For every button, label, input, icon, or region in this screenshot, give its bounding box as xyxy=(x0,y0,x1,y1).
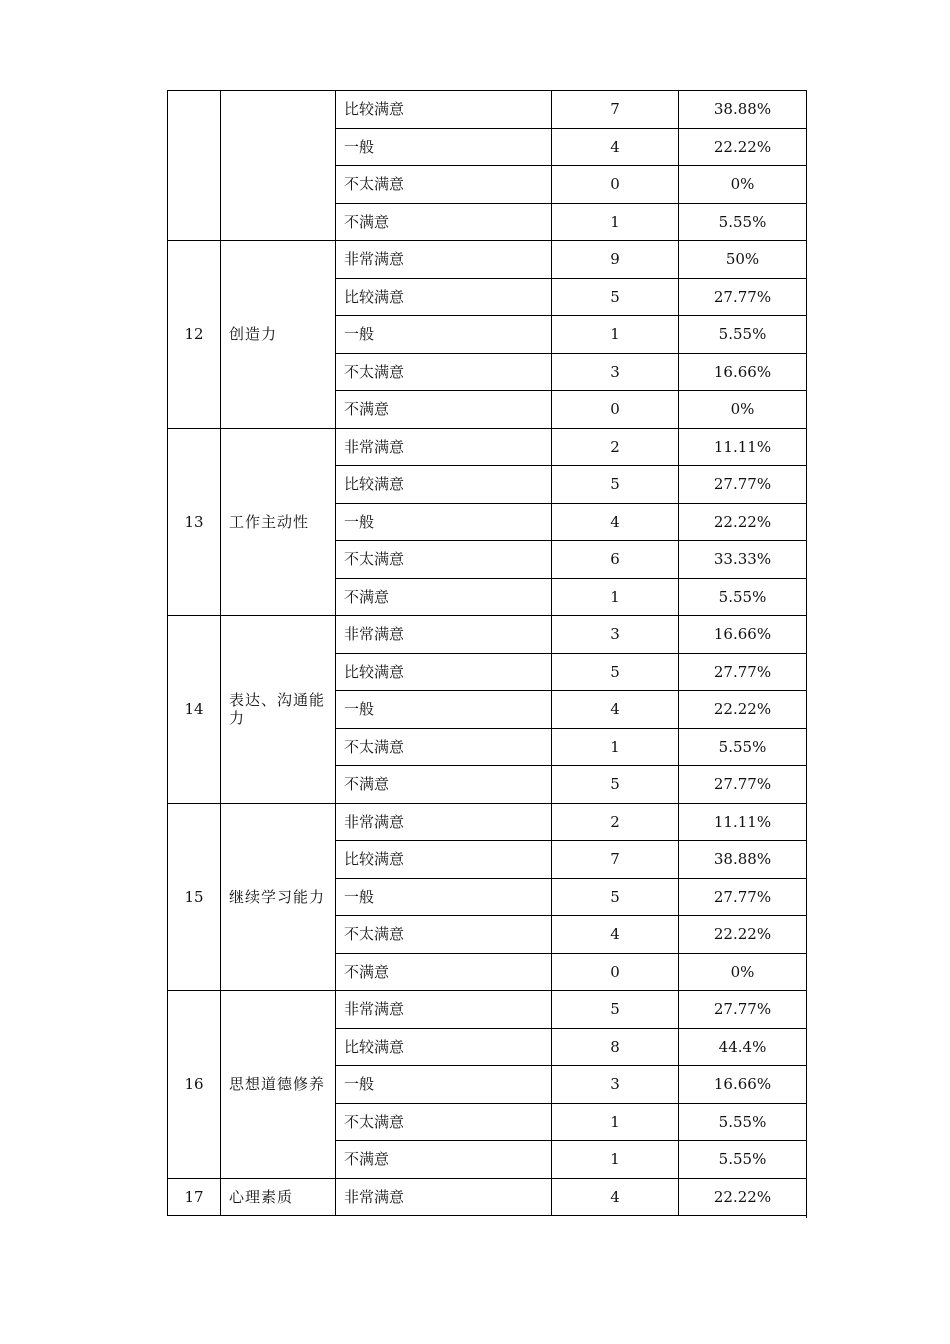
satisfaction-level: 不满意 xyxy=(336,953,552,991)
satisfaction-level: 不满意 xyxy=(336,1141,552,1179)
item-category: 表达、沟通能力 xyxy=(221,616,336,804)
response-count: 4 xyxy=(552,128,679,166)
response-percentage: 27.77% xyxy=(679,991,807,1029)
satisfaction-level: 不满意 xyxy=(336,203,552,241)
response-count: 1 xyxy=(552,203,679,241)
response-percentage: 27.77% xyxy=(679,653,807,691)
satisfaction-level: 一般 xyxy=(336,878,552,916)
satisfaction-table xyxy=(167,90,807,1216)
response-percentage: 16.66% xyxy=(679,353,807,391)
table-row xyxy=(168,91,807,129)
response-percentage: 33.33% xyxy=(679,541,807,579)
satisfaction-level: 一般 xyxy=(336,1066,552,1104)
response-percentage: 22.22% xyxy=(679,691,807,729)
response-count: 8 xyxy=(552,1028,679,1066)
response-count: 9 xyxy=(552,241,679,279)
table-row xyxy=(168,803,807,841)
response-percentage: 27.77% xyxy=(679,466,807,504)
response-count: 1 xyxy=(552,728,679,766)
satisfaction-level: 不太满意 xyxy=(336,353,552,391)
satisfaction-level: 比较满意 xyxy=(336,278,552,316)
response-count: 1 xyxy=(552,316,679,354)
response-count: 1 xyxy=(552,578,679,616)
response-percentage: 5.55% xyxy=(679,578,807,616)
satisfaction-level: 非常满意 xyxy=(336,616,552,654)
satisfaction-level: 不太满意 xyxy=(336,541,552,579)
item-category: 创造力 xyxy=(221,241,336,429)
response-count: 3 xyxy=(552,616,679,654)
response-percentage: 27.77% xyxy=(679,766,807,804)
response-percentage: 22.22% xyxy=(679,916,807,954)
response-count: 2 xyxy=(552,428,679,466)
satisfaction-level: 非常满意 xyxy=(336,428,552,466)
response-percentage: 5.55% xyxy=(679,1103,807,1141)
satisfaction-level: 不满意 xyxy=(336,391,552,429)
item-category xyxy=(221,91,336,241)
table-row xyxy=(168,991,807,1029)
response-count: 1 xyxy=(552,1103,679,1141)
response-count: 5 xyxy=(552,878,679,916)
response-count: 6 xyxy=(552,541,679,579)
response-count: 7 xyxy=(552,841,679,879)
satisfaction-level: 不太满意 xyxy=(336,728,552,766)
response-percentage: 27.77% xyxy=(679,278,807,316)
response-percentage: 22.22% xyxy=(679,1178,807,1216)
item-number: 15 xyxy=(168,803,221,991)
response-percentage: 16.66% xyxy=(679,616,807,654)
satisfaction-level: 不满意 xyxy=(336,578,552,616)
response-count: 3 xyxy=(552,353,679,391)
response-count: 0 xyxy=(552,166,679,204)
response-percentage: 27.77% xyxy=(679,878,807,916)
satisfaction-level: 一般 xyxy=(336,316,552,354)
response-count: 4 xyxy=(552,916,679,954)
item-number: 13 xyxy=(168,428,221,616)
response-count: 4 xyxy=(552,503,679,541)
item-category: 工作主动性 xyxy=(221,428,336,616)
satisfaction-level: 比较满意 xyxy=(336,653,552,691)
satisfaction-level: 不太满意 xyxy=(336,916,552,954)
response-percentage: 22.22% xyxy=(679,503,807,541)
satisfaction-level: 不太满意 xyxy=(336,166,552,204)
response-percentage: 5.55% xyxy=(679,728,807,766)
satisfaction-level: 一般 xyxy=(336,503,552,541)
satisfaction-level: 比较满意 xyxy=(336,841,552,879)
satisfaction-level: 非常满意 xyxy=(336,803,552,841)
response-percentage: 38.88% xyxy=(679,841,807,879)
satisfaction-level: 非常满意 xyxy=(336,991,552,1029)
response-count: 2 xyxy=(552,803,679,841)
table-body xyxy=(168,91,807,1216)
satisfaction-level: 一般 xyxy=(336,128,552,166)
satisfaction-level: 一般 xyxy=(336,691,552,729)
response-count: 4 xyxy=(552,691,679,729)
response-count: 0 xyxy=(552,391,679,429)
table-row xyxy=(168,428,807,466)
response-percentage: 11.11% xyxy=(679,428,807,466)
response-percentage: 5.55% xyxy=(679,1141,807,1179)
satisfaction-level: 非常满意 xyxy=(336,1178,552,1216)
item-number: 12 xyxy=(168,241,221,429)
item-category: 继续学习能力 xyxy=(221,803,336,991)
response-percentage: 22.22% xyxy=(679,128,807,166)
item-category: 思想道德修养 xyxy=(221,991,336,1179)
item-number: 17 xyxy=(168,1178,221,1216)
response-percentage: 5.55% xyxy=(679,316,807,354)
response-percentage: 0% xyxy=(679,953,807,991)
response-count: 4 xyxy=(552,1178,679,1216)
response-count: 5 xyxy=(552,766,679,804)
satisfaction-level: 不太满意 xyxy=(336,1103,552,1141)
response-count: 1 xyxy=(552,1141,679,1179)
response-count: 7 xyxy=(552,91,679,129)
satisfaction-level: 非常满意 xyxy=(336,241,552,279)
response-count: 5 xyxy=(552,653,679,691)
response-percentage: 50% xyxy=(679,241,807,279)
item-category: 心理素质 xyxy=(221,1178,336,1216)
satisfaction-level: 比较满意 xyxy=(336,466,552,504)
satisfaction-level: 比较满意 xyxy=(336,91,552,129)
response-percentage: 38.88% xyxy=(679,91,807,129)
response-percentage: 5.55% xyxy=(679,203,807,241)
satisfaction-level: 比较满意 xyxy=(336,1028,552,1066)
table-row xyxy=(168,1178,807,1216)
response-percentage: 11.11% xyxy=(679,803,807,841)
response-count: 3 xyxy=(552,1066,679,1104)
response-percentage: 44.4% xyxy=(679,1028,807,1066)
response-count: 5 xyxy=(552,466,679,504)
response-count: 5 xyxy=(552,991,679,1029)
item-number xyxy=(168,91,221,241)
response-count: 0 xyxy=(552,953,679,991)
table-row xyxy=(168,616,807,654)
response-percentage: 0% xyxy=(679,166,807,204)
satisfaction-level: 不满意 xyxy=(336,766,552,804)
table-row xyxy=(168,241,807,279)
item-number: 14 xyxy=(168,616,221,804)
response-percentage: 0% xyxy=(679,391,807,429)
response-percentage: 16.66% xyxy=(679,1066,807,1104)
item-number: 16 xyxy=(168,991,221,1179)
table-right-edge xyxy=(806,90,807,1218)
response-count: 5 xyxy=(552,278,679,316)
